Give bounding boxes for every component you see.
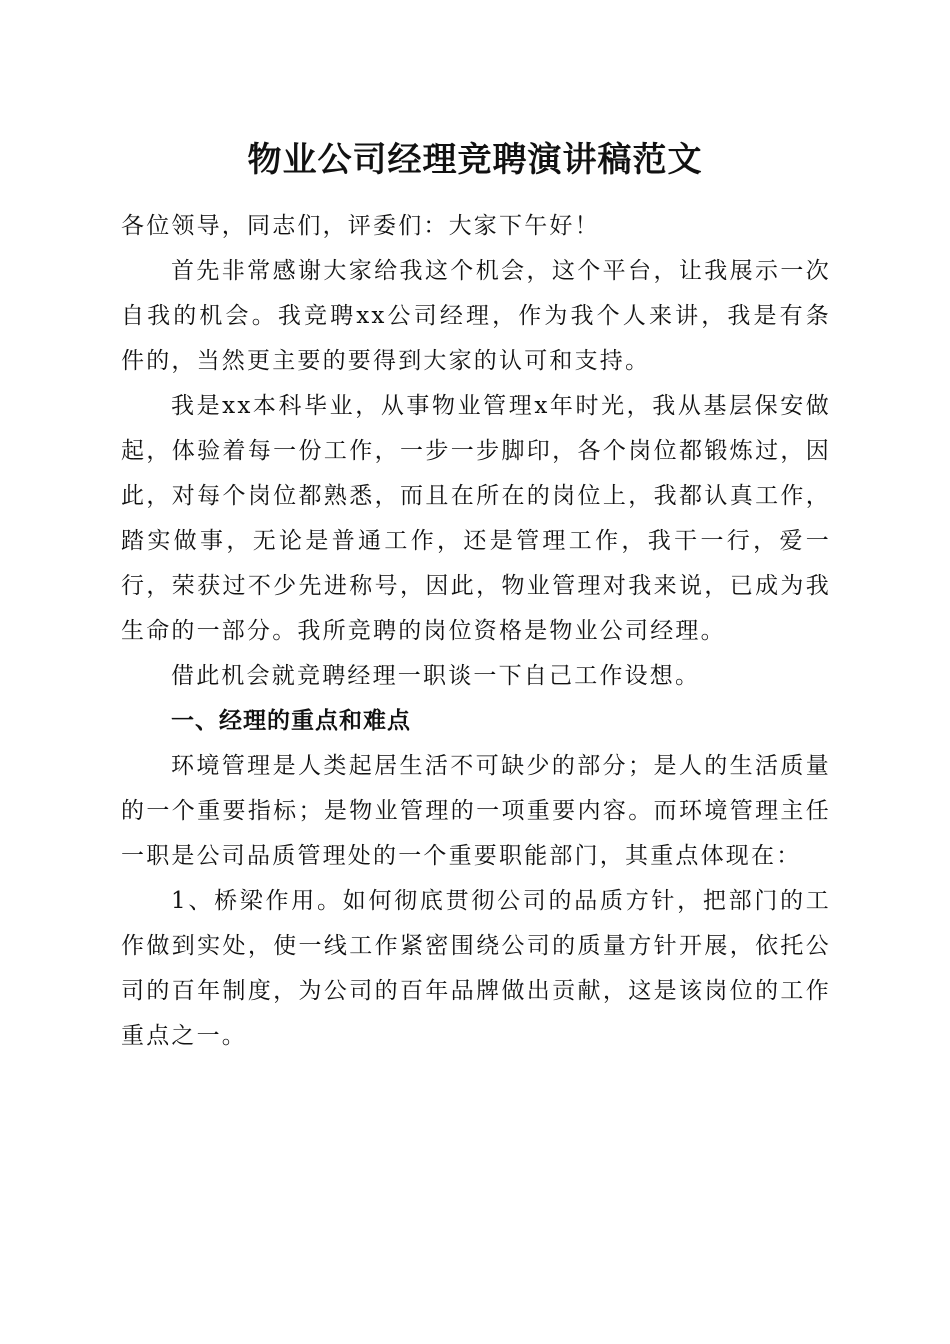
paragraph-bridge-role: 1、桥梁作用。如何彻底贯彻公司的品质方针，把部门的工作做到实处，使一线工作紧密围绕公司的质量方针开展，依托公司的百年制度，为公司的百年品牌做出贡献，这是该岗位的工作重点之一。	[121, 888, 831, 1049]
paragraph-thanks: 首先非常感谢大家给我这个机会，这个平台，让我展示一次自我的机会。我竞聘xx公司经理，作为我个人来讲，我是有条件的，当然更主要的要得到大家的认可和支持。	[121, 258, 831, 374]
paragraph-background: 我是xx本科毕业，从事物业管理x年时光，我从基层保安做起，体验着每一份工作，一步一步脚印，各个岗位都锻炼过，因此，对每个岗位都熟悉，而且在所在的岗位上，我都认真工作，踏实做事，无论是普通工作，还是管理工作，我干一行，爱一行，荣获过不少先进称号，因此，物业管理对我来说，已成为我生命的一部分。我所竞聘的岗位资格是物业公司经理。	[121, 393, 831, 644]
paragraph-intro-plan: 借此机会就竞聘经理一职谈一下自己工作设想。	[171, 663, 701, 689]
greeting-line: 各位领导，同志们，评委们：大家下午好！	[121, 213, 600, 239]
section-heading: 一、经理的重点和难点	[171, 708, 411, 734]
paragraph-environment: 环境管理是人类起居生活不可缺少的部分；是人的生活质量的一个重要指标；是物业管理的一项重要内容。而环境管理主任一职是公司品质管理处的一个重要职能部门，其重点体现在：	[121, 753, 831, 869]
document-title: 物业公司经理竞聘演讲稿范文	[247, 140, 703, 180]
document-body	[121, 204, 831, 1059]
